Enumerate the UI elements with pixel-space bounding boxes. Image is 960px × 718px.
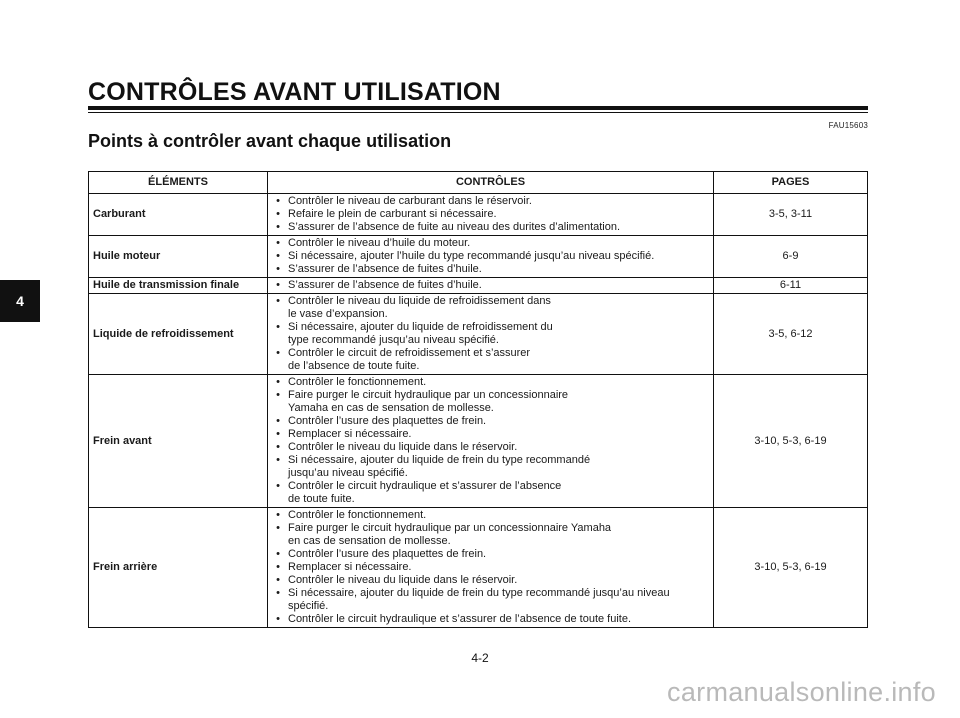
check-text: Si nécessaire, ajouter du liquide de frein du type recommandé jusqu’au niveau spécifié. <box>288 454 591 479</box>
header-pages: PAGES <box>714 172 868 194</box>
item-cell: Frein avant <box>89 375 268 508</box>
bullet-icon: • <box>276 263 280 275</box>
check-text: Contrôler l’usure des plaquettes de frein. <box>288 415 487 427</box>
check-item <box>272 263 709 276</box>
check-item <box>272 441 709 454</box>
check-text: Contrôler le niveau du liquide dans le réservoir. <box>288 441 518 453</box>
check-item <box>272 587 709 613</box>
check-item <box>272 208 709 221</box>
check-item <box>272 295 709 321</box>
check-text: Remplacer si nécessaire. <box>288 561 412 573</box>
bullet-icon: • <box>276 250 280 262</box>
check-item <box>272 376 709 389</box>
check-text: Si nécessaire, ajouter du liquide de refroidissement du type recommandé jusqu’au niveau spécifié. <box>288 321 553 346</box>
check-item <box>272 522 709 548</box>
check-text: Contrôler le fonctionnement. <box>288 376 427 388</box>
check-text: Faire purger le circuit hydraulique par un concessionnaire Yamaha en cas de sensation de mollesse. <box>288 389 569 414</box>
check-item <box>272 389 709 415</box>
table-row <box>89 375 868 508</box>
check-text: Remplacer si nécessaire. <box>288 428 412 440</box>
check-item <box>272 454 709 480</box>
bullet-icon: • <box>276 454 280 466</box>
header-items: ÉLÉMENTS <box>89 172 268 194</box>
bullet-icon: • <box>276 441 280 453</box>
check-text: S’assurer de l’absence de fuites d’huile. <box>288 279 482 291</box>
checks-cell <box>268 236 714 278</box>
bullet-icon: • <box>276 295 280 307</box>
bullet-icon: • <box>276 613 280 625</box>
reference-code: FAU15603 <box>828 121 868 130</box>
item-cell: Huile de transmission finale <box>89 278 268 294</box>
check-text: Contrôler le circuit de refroidissement et s’assurer de l’absence de toute fuite. <box>288 347 531 372</box>
check-text: Si nécessaire, ajouter l’huile du type recommandé jusqu’au niveau spécifié. <box>288 250 655 262</box>
checks-cell <box>268 194 714 236</box>
check-item <box>272 561 709 574</box>
check-item <box>272 509 709 522</box>
bullet-icon: • <box>276 561 280 573</box>
check-item <box>272 574 709 587</box>
table-row <box>89 508 868 628</box>
check-text: Contrôler le circuit hydraulique et s’assurer de l’absence de toute fuite. <box>288 613 632 625</box>
bullet-icon: • <box>276 347 280 359</box>
bullet-icon: • <box>276 221 280 233</box>
table-row <box>89 278 868 294</box>
check-text: Contrôler le niveau de carburant dans le réservoir. <box>288 195 532 207</box>
item-cell: Frein arrière <box>89 508 268 628</box>
bullet-icon: • <box>276 587 280 599</box>
checks-cell <box>268 375 714 508</box>
item-cell: Huile moteur <box>89 236 268 278</box>
check-text: Contrôler le circuit hydraulique et s’assurer de l’absence de toute fuite. <box>288 480 562 505</box>
check-text: Contrôler le niveau d’huile du moteur. <box>288 237 471 249</box>
pages-cell: 6-11 <box>714 278 868 294</box>
check-item <box>272 195 709 208</box>
section-title: Points à contrôler avant chaque utilisation <box>88 131 452 151</box>
pages-cell: 3-10, 5-3, 6-19 <box>714 508 868 628</box>
bullet-icon: • <box>276 509 280 521</box>
watermark: carmanualsonline.info <box>667 677 936 707</box>
title-rule <box>88 106 868 113</box>
check-text: Contrôler le niveau du liquide de refroidissement dans le vase d’expansion. <box>288 295 551 320</box>
check-item <box>272 480 709 506</box>
check-item <box>272 237 709 250</box>
check-text: Contrôler le niveau du liquide dans le réservoir. <box>288 574 518 586</box>
checks-cell <box>268 508 714 628</box>
check-item <box>272 548 709 561</box>
checks-cell <box>268 294 714 375</box>
pages-cell: 3-10, 5-3, 6-19 <box>714 375 868 508</box>
pages-cell: 3-5, 6-12 <box>714 294 868 375</box>
bullet-icon: • <box>276 548 280 560</box>
check-item <box>272 279 709 292</box>
bullet-icon: • <box>276 389 280 401</box>
table-header-row <box>89 172 868 194</box>
table-row <box>89 236 868 278</box>
pages-cell: 3-5, 3-11 <box>714 194 868 236</box>
page-title: CONTRÔLES AVANT UTILISATION <box>88 78 501 106</box>
table-header <box>89 172 868 194</box>
check-item <box>272 415 709 428</box>
bullet-icon: • <box>276 195 280 207</box>
bullet-icon: • <box>276 574 280 586</box>
page-number: 4-2 <box>471 651 489 665</box>
bullet-icon: • <box>276 428 280 440</box>
check-item <box>272 250 709 263</box>
chapter-tab: 4 <box>0 280 40 322</box>
header-checks: CONTRÔLES <box>268 172 714 194</box>
check-text: Si nécessaire, ajouter du liquide de frein du type recommandé jusqu’au niveau spécifié. <box>288 587 670 612</box>
item-cell: Liquide de refroidissement <box>89 294 268 375</box>
table-row <box>89 194 868 236</box>
bullet-icon: • <box>276 522 280 534</box>
check-item <box>272 221 709 234</box>
check-item <box>272 347 709 373</box>
table-row <box>89 294 868 375</box>
check-item <box>272 428 709 441</box>
check-text: S’assurer de l’absence de fuite au niveau des durites d’alimentation. <box>288 221 621 233</box>
table-body <box>89 194 868 628</box>
bullet-icon: • <box>276 208 280 220</box>
checks-cell <box>268 278 714 294</box>
check-item <box>272 321 709 347</box>
check-text: Contrôler l’usure des plaquettes de frein. <box>288 548 487 560</box>
bullet-icon: • <box>276 279 280 291</box>
bullet-icon: • <box>276 321 280 333</box>
check-text: Refaire le plein de carburant si nécessaire. <box>288 208 497 220</box>
item-cell: Carburant <box>89 194 268 236</box>
bullet-icon: • <box>276 415 280 427</box>
bullet-icon: • <box>276 480 280 492</box>
bullet-icon: • <box>276 376 280 388</box>
check-item <box>272 613 709 626</box>
check-text: S’assurer de l’absence de fuites d’huile. <box>288 263 482 275</box>
check-text: Faire purger le circuit hydraulique par un concessionnaire Yamaha en cas de sensation de mollesse. <box>288 522 612 547</box>
pre-operation-checks-table <box>88 171 868 628</box>
check-text: Contrôler le fonctionnement. <box>288 509 427 521</box>
pages-cell: 6-9 <box>714 236 868 278</box>
bullet-icon: • <box>276 237 280 249</box>
